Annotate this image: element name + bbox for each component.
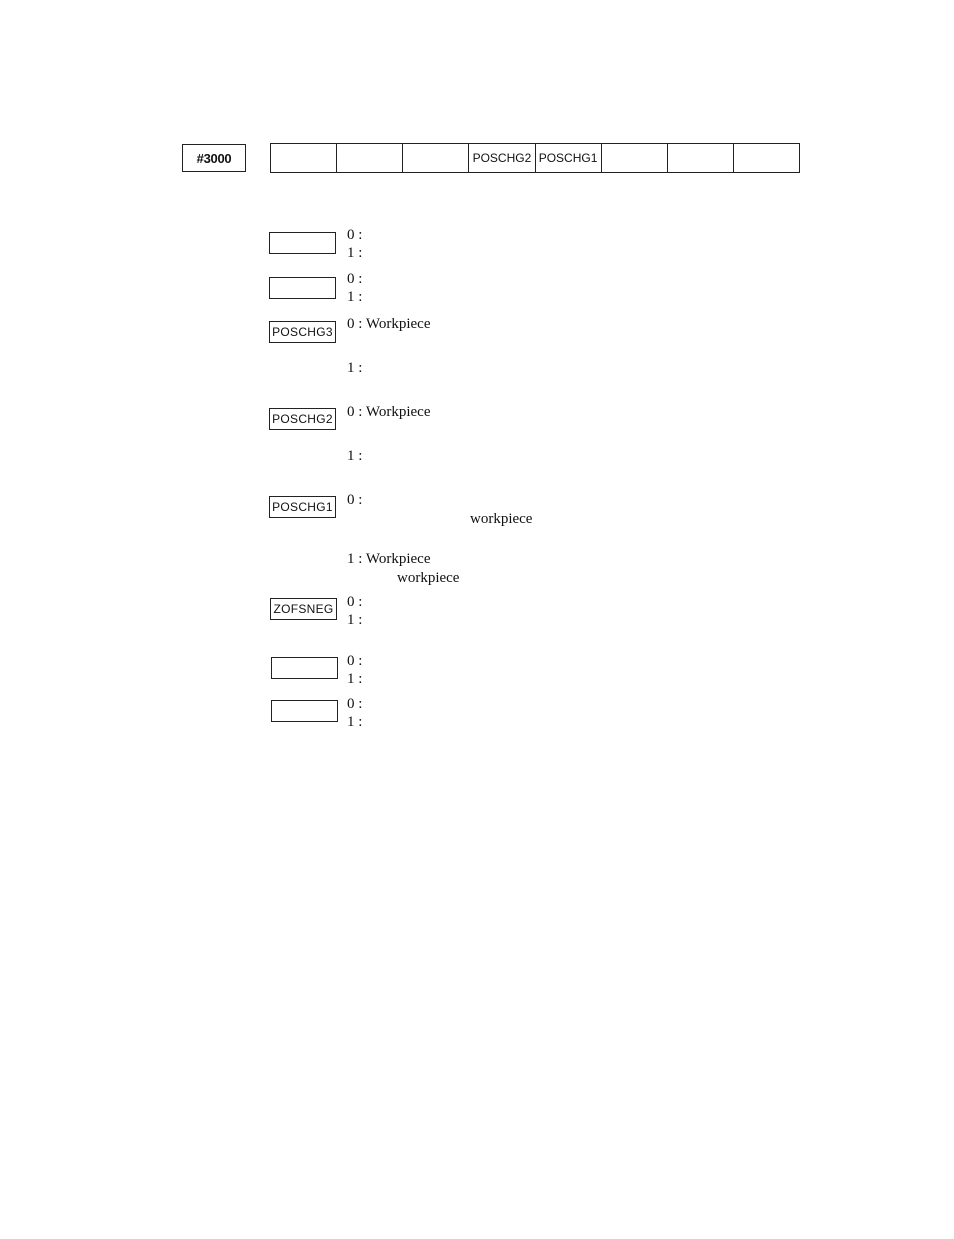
bit-cell-3: POSCHG1	[535, 144, 601, 172]
value-0-line: 0 :	[347, 492, 363, 508]
bit-tag: POSCHG3	[269, 321, 336, 343]
bit-tag	[271, 700, 338, 722]
bit-cell-2	[601, 144, 667, 172]
value-1-line: 1 :	[347, 612, 363, 628]
bit-tag: POSCHG2	[269, 408, 336, 430]
value-0-line: 0 :	[347, 227, 363, 243]
value-0-line: 0 :	[347, 653, 363, 669]
bit-cell-5	[402, 144, 468, 172]
value-1-line: 1 :	[347, 289, 363, 305]
value-1-line: 1 :	[347, 671, 363, 687]
value-1-line: 1 :	[347, 360, 363, 376]
bit-tag	[269, 232, 336, 254]
value-0-line: 0 : Workpiece	[347, 316, 431, 332]
value-0-line: 0 : Workpiece	[347, 404, 431, 420]
value-1-line: 1 : Workpiece	[347, 551, 431, 567]
value-0-line: 0 :	[347, 594, 363, 610]
value-1-line: 1 :	[347, 245, 363, 261]
bit-cell-0	[733, 144, 799, 172]
value-0-line: 0 :	[347, 271, 363, 287]
bit-tag: ZOFSNEG	[270, 598, 337, 620]
bit-cell-6	[336, 144, 402, 172]
bit-cell-4: POSCHG2	[468, 144, 534, 172]
bit-tag	[271, 657, 338, 679]
value-0-line: 0 :	[347, 696, 363, 712]
bit-tag	[269, 277, 336, 299]
bit-tag: POSCHG1	[269, 496, 336, 518]
bit-cell-1	[667, 144, 733, 172]
bit-table	[270, 143, 800, 173]
value-1-line: 1 :	[347, 448, 363, 464]
value-1-continuation: workpiece	[397, 570, 460, 586]
value-1-line: 1 :	[347, 714, 363, 730]
value-0-continuation: workpiece	[470, 511, 533, 527]
bit-cell-7	[271, 144, 336, 172]
parameter-number: #3000	[182, 144, 246, 172]
